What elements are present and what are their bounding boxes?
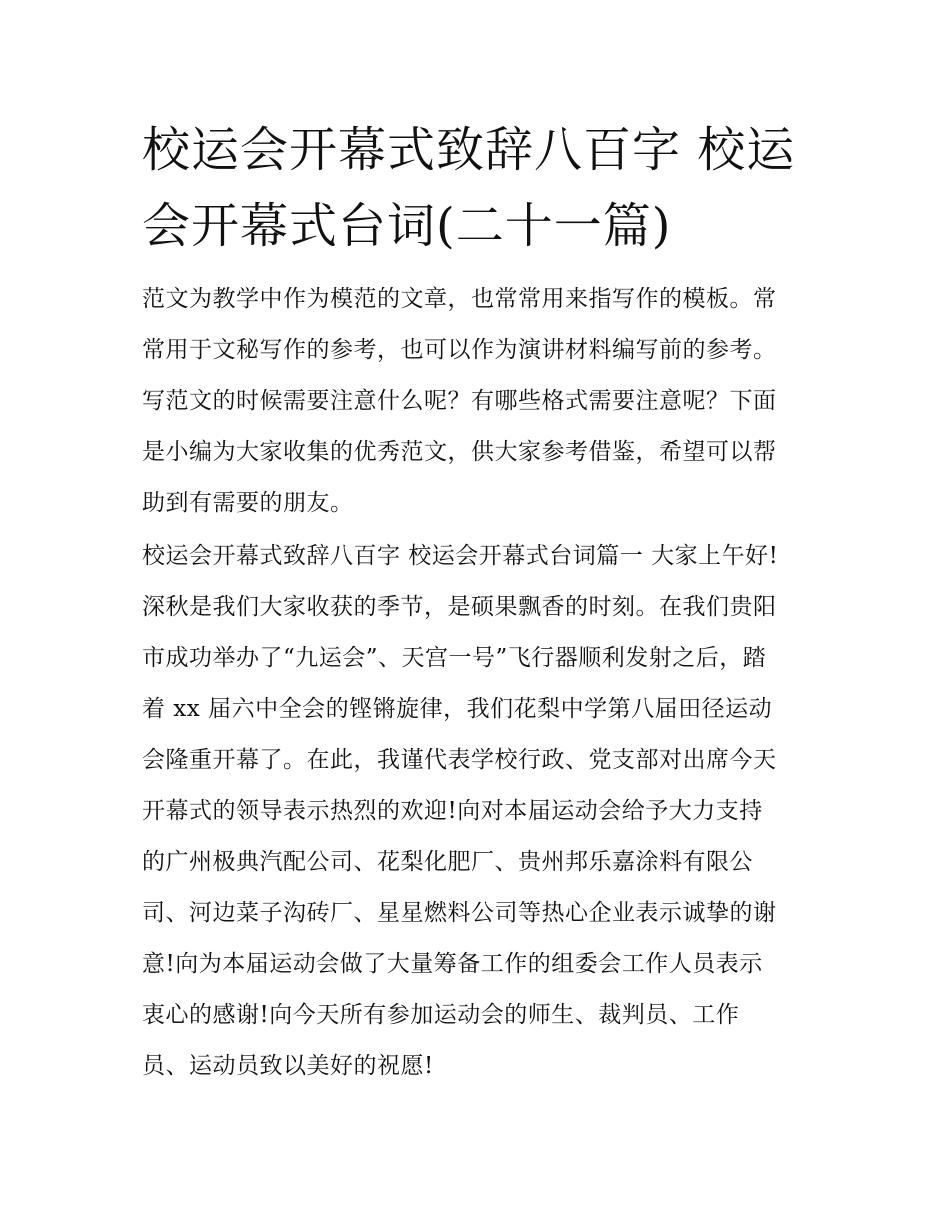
intro-line: 是小编为大家收集的优秀范文，供大家参考借鉴，希望可以帮 [142,439,777,465]
title-line: 会开幕式台词(二十一篇) [142,198,672,254]
intro-line: 写范文的时候需要注意什么呢？有哪些格式需要注意呢？下面 [142,388,777,414]
intro-line: 助到有需要的朋友。 [142,490,354,516]
document-title [142,112,814,264]
intro-line: 常用于文秘写作的参考，也可以作为演讲材料编写前的参考。 [142,337,777,363]
body-line: 市成功举办了“九运会”、天宫一号”飞行器顺利发射之后，踏 [142,645,767,671]
body-line: 意!向为本届运动会做了大量筹备工作的组委会工作人员表示 [142,951,763,977]
body-line: 开幕式的领导表示热烈的欢迎!向对本届运动会给予大力支持 [142,798,763,824]
body-paragraph [142,531,814,1092]
intro-line: 范文为教学中作为模范的文章，也常常用来指写作的模板。常 [142,286,777,312]
body-line: 会隆重开幕了。在此，我谨代表学校行政、党支部对出席今天 [142,747,777,773]
body-line: 着 xx 届六中全会的铿锵旋律，我们花梨中学第八届田径运动 [142,696,773,722]
intro-paragraph [142,274,814,529]
body-line: 的广州极典汽配公司、花梨化肥厂、贵州邦乐嘉涂料有限公 [142,849,753,875]
body-line: 深秋是我们大家收获的季节，是硕果飘香的时刻。在我们贵阳 [142,594,777,620]
body-line: 校运会开幕式致辞八百字 校运会开幕式台词篇一 大家上午好! [142,543,779,569]
body-line: 员、运动员致以美好的祝愿! [142,1053,434,1079]
body-line: 衷心的感谢!向今天所有参加运动会的师生、裁判员、工作 [142,1002,740,1028]
body-line: 司、河边菜子沟砖厂、星星燃料公司等热心企业表示诚挚的谢 [142,900,777,926]
title-line: 校运会开幕式致辞八百字 校运 [142,122,796,178]
document-page [142,112,814,1092]
